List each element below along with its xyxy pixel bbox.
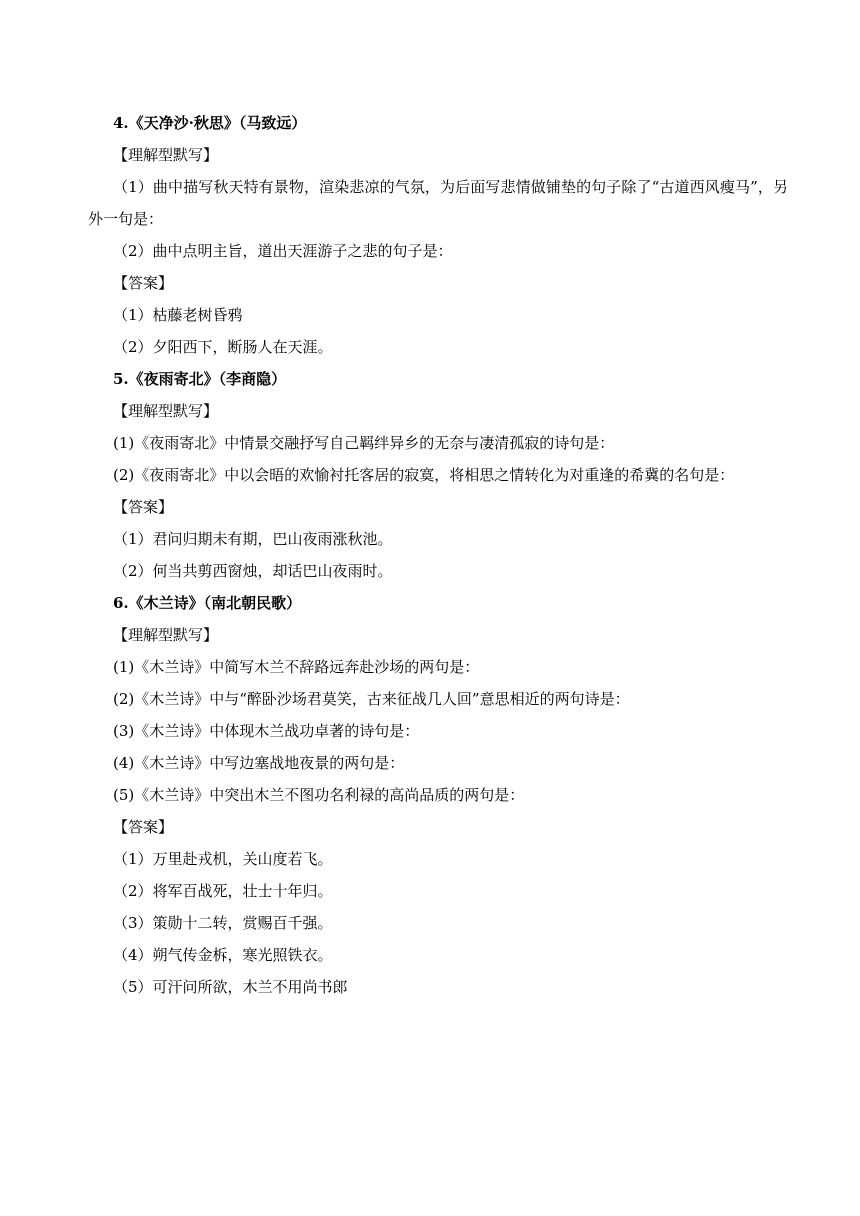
question-item: （2）曲中点明主旨，道出天涯游子之悲的句子是：: [113, 242, 453, 260]
question-item: (5)《木兰诗》中突出木兰不图功名利禄的高尚品质的两句是：: [113, 786, 525, 804]
question-item: (2)《夜雨寄北》中以会晤的欢愉衬托客居的寂寞，将相思之情转化为对重逢的希冀的名句是：: [113, 466, 735, 484]
question-item: (2)《木兰诗》中与“醉卧沙场君莫笑，古来征战几人回”意思相近的两句诗是：: [113, 690, 630, 708]
answer-item: （1）万里赴戎机，关山度若飞。: [113, 850, 333, 868]
section-title: 5.《夜雨寄北》（李商隐）: [113, 370, 287, 388]
answer-item: （2）将军百战死，壮士十年归。: [113, 882, 333, 900]
question-item: （1）曲中描写秋天特有景物，渲染悲凉的气氛，为后面写悲情做铺垫的句子除了“古道西风瘦马”，另外一句是：: [88, 178, 788, 228]
answer-item: （1）枯藤老树昏鸦: [113, 306, 243, 324]
document-content: [88, 107, 788, 1003]
answer-item: （3）策勋十二转，赏赐百千强。: [113, 914, 333, 932]
answer-item: （2）夕阳西下，断肠人在天涯。: [113, 338, 333, 356]
question-label: 【理解型默写】: [113, 402, 219, 420]
answer-item: （2）何当共剪西窗烛，却话巴山夜雨时。: [113, 562, 393, 580]
question-label: 【理解型默写】: [113, 146, 219, 164]
section-title: 4.《天净沙·秋思》（马致远）: [113, 114, 307, 132]
answer-label: 【答案】: [113, 274, 174, 292]
question-item: (1)《木兰诗》中简写木兰不辞路远奔赴沙场的两句是：: [113, 658, 480, 676]
question-item: (4)《木兰诗》中写边塞战地夜景的两句是：: [113, 754, 405, 772]
question-label: 【理解型默写】: [113, 626, 219, 644]
answer-label: 【答案】: [113, 818, 174, 836]
answer-label: 【答案】: [113, 498, 174, 516]
answer-item: （1）君问归期未有期，巴山夜雨涨秋池。: [113, 530, 393, 548]
answer-item: （4）朔气传金柝，寒光照铁衣。: [113, 946, 333, 964]
question-item: (1)《夜雨寄北》中情景交融抒写自己羁绊异乡的无奈与凄清孤寂的诗句是：: [113, 434, 615, 452]
section-title: 6.《木兰诗》（南北朝民歌）: [113, 594, 302, 612]
answer-item: （5）可汗问所欲，木兰不用尚书郎: [113, 978, 348, 996]
question-item: (3)《木兰诗》中体现木兰战功卓著的诗句是：: [113, 722, 420, 740]
